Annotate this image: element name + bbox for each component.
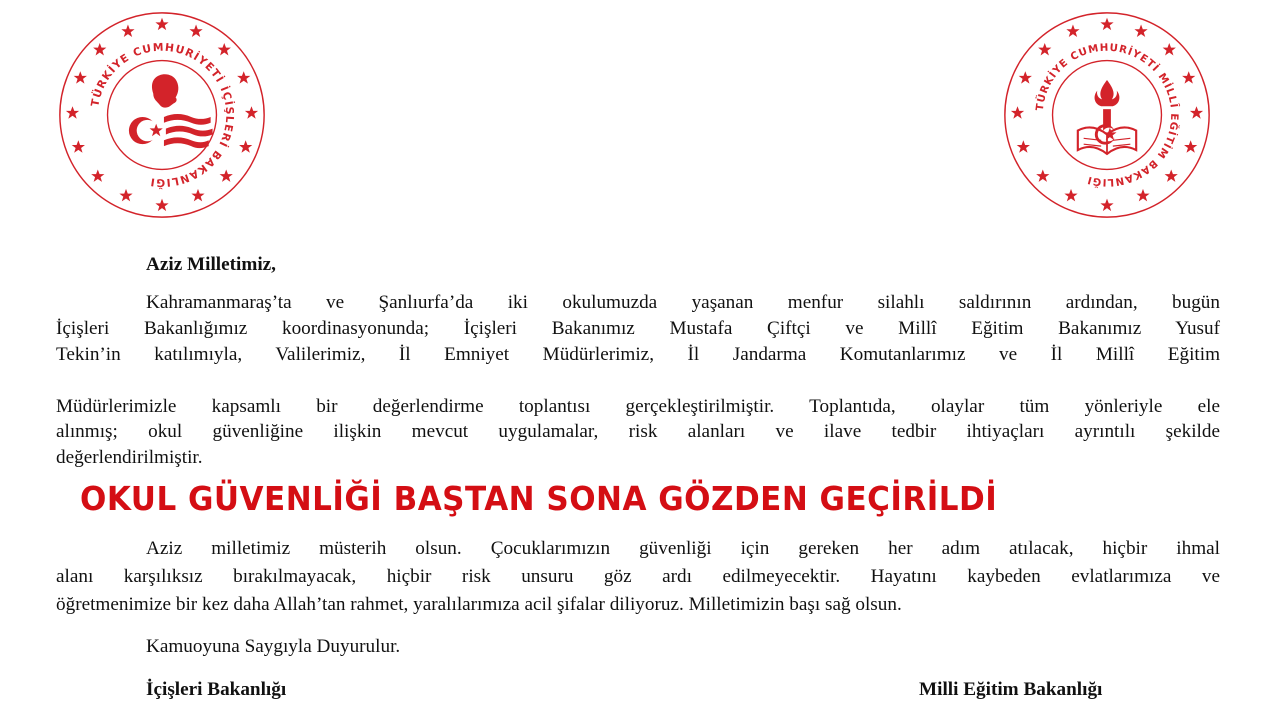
greeting: Aziz Milletimiz, — [146, 254, 276, 275]
closing-line: Kamuoyuna Saygıyla Duyurulur. — [146, 636, 401, 657]
signature-education-ministry: Milli Eğitim Bakanlığı — [919, 679, 1103, 700]
svg-text:TÜRKİYE CUMHURİYETİ MİLLÎ EĞİT: TÜRKİYE CUMHURİYETİ MİLLÎ EĞİTİM BAKANLIĞI — [1034, 42, 1180, 188]
svg-text:TÜRKİYE CUMHURİYETİ İÇİŞLERİ B: TÜRKİYE CUMHURİYETİ İÇİŞLERİ BAKANLIĞI — [88, 40, 237, 190]
paragraph-2-line: öğretmenimize bir kez daha Allah’tan rahmet, yaralılarımıza acil şifalar diliyoruz. Milletimizin başı sağ olsun. — [56, 594, 902, 615]
paragraph-1-line: Tekin’in katılımıyla, Valilerimiz, İl Emniyet Müdürlerimiz, İl Jandarma Komutanlarımız ve İl Millî Eğitim — [56, 344, 1220, 365]
paragraph-1-line: Kahramanmaraş’ta ve Şanlıurfa’da iki okulumuzda yaşanan menfur silahlı saldırının ardından, bugün — [146, 292, 1220, 313]
paragraph-1-line: alınmış; okul güvenliğine ilişkin mevcut uygulamalar, risk alanları ve ilave tedbir ihtiyaçları ayrıntılı şekilde — [56, 421, 1220, 442]
paragraph-2-line: Aziz milletimiz müsterih olsun. Çocuklarımızın güvenliği için gereken her adım atılacak, hiçbir ihmal — [146, 538, 1220, 559]
interior-ministry-seal-icon — [55, 6, 269, 224]
paragraph-1-line: değerlendirilmiştir. — [56, 447, 203, 468]
headline: OKUL GÜVENLİĞİ BAŞTAN SONA GÖZDEN GEÇİRİLDİ — [80, 479, 998, 518]
signature-interior-ministry: İçişleri Bakanlığı — [146, 679, 287, 700]
paragraph-1-line: Müdürlerimizle kapsamlı bir değerlendirme toplantısı gerçekleştirilmiştir. Toplantıda, olaylar tüm yönleriyle ele — [56, 396, 1220, 417]
education-ministry-seal-icon — [1000, 6, 1214, 224]
paragraph-2-line: alanı karşılıksız bırakılmayacak, hiçbir risk unsuru göz ardı edilmeyecektir. Hayatını kaybeden evlatlarımıza ve — [56, 566, 1220, 587]
paragraph-1-line: İçişleri Bakanlığımız koordinasyonunda; İçişleri Bakanımız Mustafa Çiftçi ve Millî Eğitim Bakanımız Yusuf — [56, 318, 1220, 339]
